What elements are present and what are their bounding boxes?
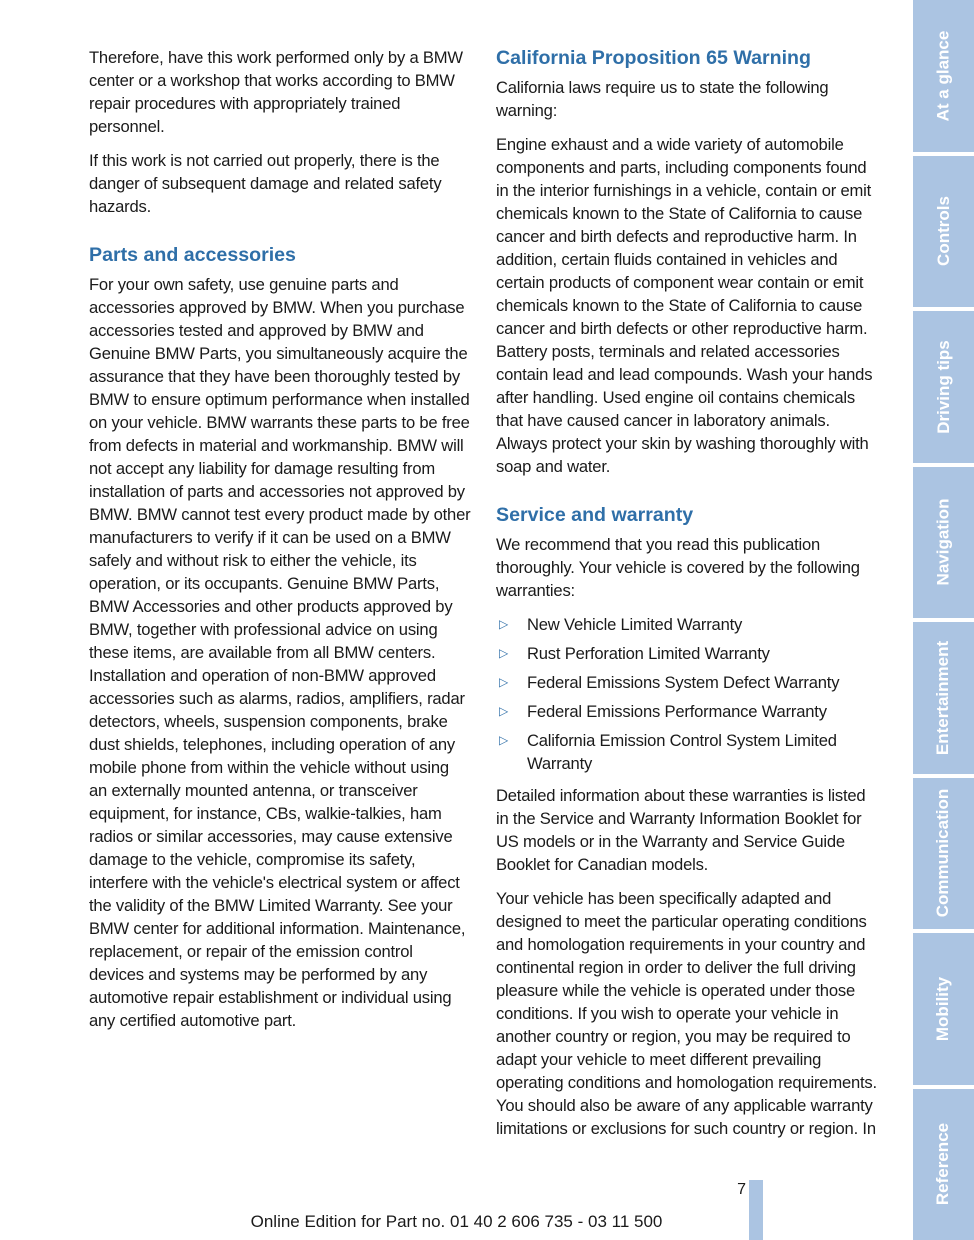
tab-mobility[interactable] [913,933,974,1085]
right-column [496,46,878,1151]
footer [0,1212,913,1232]
tab-label: Entertainment [933,640,953,755]
tab-label: At a glance [933,30,953,122]
warranty-item-label: Rust Perforation Limited Warranty [527,644,770,663]
list-item [496,613,878,636]
service-heading: Service and warranty [496,504,694,526]
tab-label: Driving tips [933,339,953,434]
prop65-paragraph-2: Engine exhaust and a wide variety of automobile components and parts, including components found in the interior furnishings in a vehicle, contain or emit chemicals known to the State of California to cause cancer and birth defects and reproductive harm. In addition, certain fluids contained in vehicles and certain products of component wear contain or emit chemicals known to the State of California to cause cancer and birth defects or other reproductive harm. Battery posts, terminals and related accessories contain lead and lead compounds. Wash your hands after handling. Used engine oil contains chemicals that have caused cancer in laboratory animals. Always protect your skin by washing thoroughly with soap and water. [496,135,873,476]
tab-label: Communication [933,789,953,918]
list-item [496,671,878,694]
service-intro: We recommend that you read this publication thoroughly. Your vehicle is covered by the following warranties: [496,535,860,600]
triangle-bullet-icon: ▷ [499,733,509,747]
tab-label: Reference [933,1123,953,1206]
warranty-item-label: Federal Emissions Performance Warranty [527,702,827,721]
warranty-item-label: California Emission Control System Limited Warranty [527,731,837,773]
footer-text: Online Edition for Part no. 01 40 2 606 735 - 03 11 500 [250,1212,663,1231]
intro-paragraph-1: Therefore, have this work performed only by a BMW center or a workshop that works according to BMW repair procedures with appropriately trained personnel. [89,48,463,136]
tab-label: Navigation [933,498,953,586]
triangle-bullet-icon: ▷ [499,675,509,689]
warranty-item-label: New Vehicle Limited Warranty [527,615,743,634]
tab-driving-tips[interactable] [913,311,974,463]
tab-communication[interactable] [913,778,974,930]
triangle-bullet-icon: ▷ [499,617,509,631]
page-number: 7 [737,1181,746,1198]
list-item [496,700,878,723]
warranty-list [496,613,878,775]
chapter-sidebar [913,0,974,1240]
parts-heading: Parts and accessories [89,244,296,266]
parts-paragraph: For your own safety, use genuine parts and accessories approved by BMW. When you purchase accessories tested and approved by BMW and Genuine BMW Parts, you simultaneously acquire the assurance that they have been thoroughly tested by BMW to ensure optimum performance when installed on your vehicle. BMW warrants these parts to be free from defects in material and workmanship. BMW will not accept any liability for damage resulting from installation of parts and accessories not approved by BMW. BMW cannot test every product made by other manufacturers to verify if it can be used on a BMW safely and without risk to either the vehicle, its operation, or its occupants. Genuine BMW Parts, BMW Accessories and other products approved by BMW, together with professional advice on using these items, are available from all BMW centers. Installation and operation of non-BMW approved accessories such as alarms, radios, amplifiers, radar detectors, wheels, suspension components, brake dust shields, telephones, including operation of any mobile phone from within the vehicle without using an externally mounted antenna, or transceiver equipment, for instance, CBs, walkie-talkies, ham radios or similar accessories, may cause extensive damage to the vehicle, compromise its safety, interfere with the vehicle's electrical system or affect the validity of the BMW Limited Warranty. See your BMW center for additional information. Maintenance, replacement, or repair of the emission control devices and systems may be performed by any automotive repair establishment or individual using any certified automotive part. [89,275,471,1030]
tab-navigation[interactable] [913,467,974,619]
left-column [89,46,471,1043]
prop65-heading: California Proposition 65 Warning [496,47,811,69]
triangle-bullet-icon: ▷ [499,704,509,718]
triangle-bullet-icon: ▷ [499,646,509,660]
tab-controls[interactable] [913,156,974,308]
service-paragraph-1: Detailed information about these warranties is listed in the Service and Warranty Information Booklet for US models or in the Warranty and Service Guide Booklet for Canadian models. [496,786,866,874]
list-item [496,729,878,775]
service-paragraph-2: Your vehicle has been specifically adapted and designed to meet the particular operating conditions and homologation requirements in your country and continental region in order to deliver the full driving pleasure while the vehicle is operated under those conditions. If you wish to operate your vehicle in another country or region, you may be required to adapt your vehicle to meet different prevailing operating conditions and homologation requirements. You should also be aware of any applicable warranty limitations or exclusions for such country or region. In [496,889,877,1138]
warranty-item-label: Federal Emissions System Defect Warranty [527,673,840,692]
tab-reference[interactable] [913,1089,974,1240]
list-item [496,642,878,665]
prop65-paragraph-1: California laws require us to state the following warning: [496,78,829,120]
tab-label: Mobility [933,976,953,1041]
tab-at-a-glance[interactable] [913,0,974,152]
intro-paragraph-2: If this work is not carried out properly, there is the danger of subsequent damage and related safety hazards. [89,151,442,216]
tab-label: Controls [933,196,953,267]
tab-entertainment[interactable] [913,622,974,774]
